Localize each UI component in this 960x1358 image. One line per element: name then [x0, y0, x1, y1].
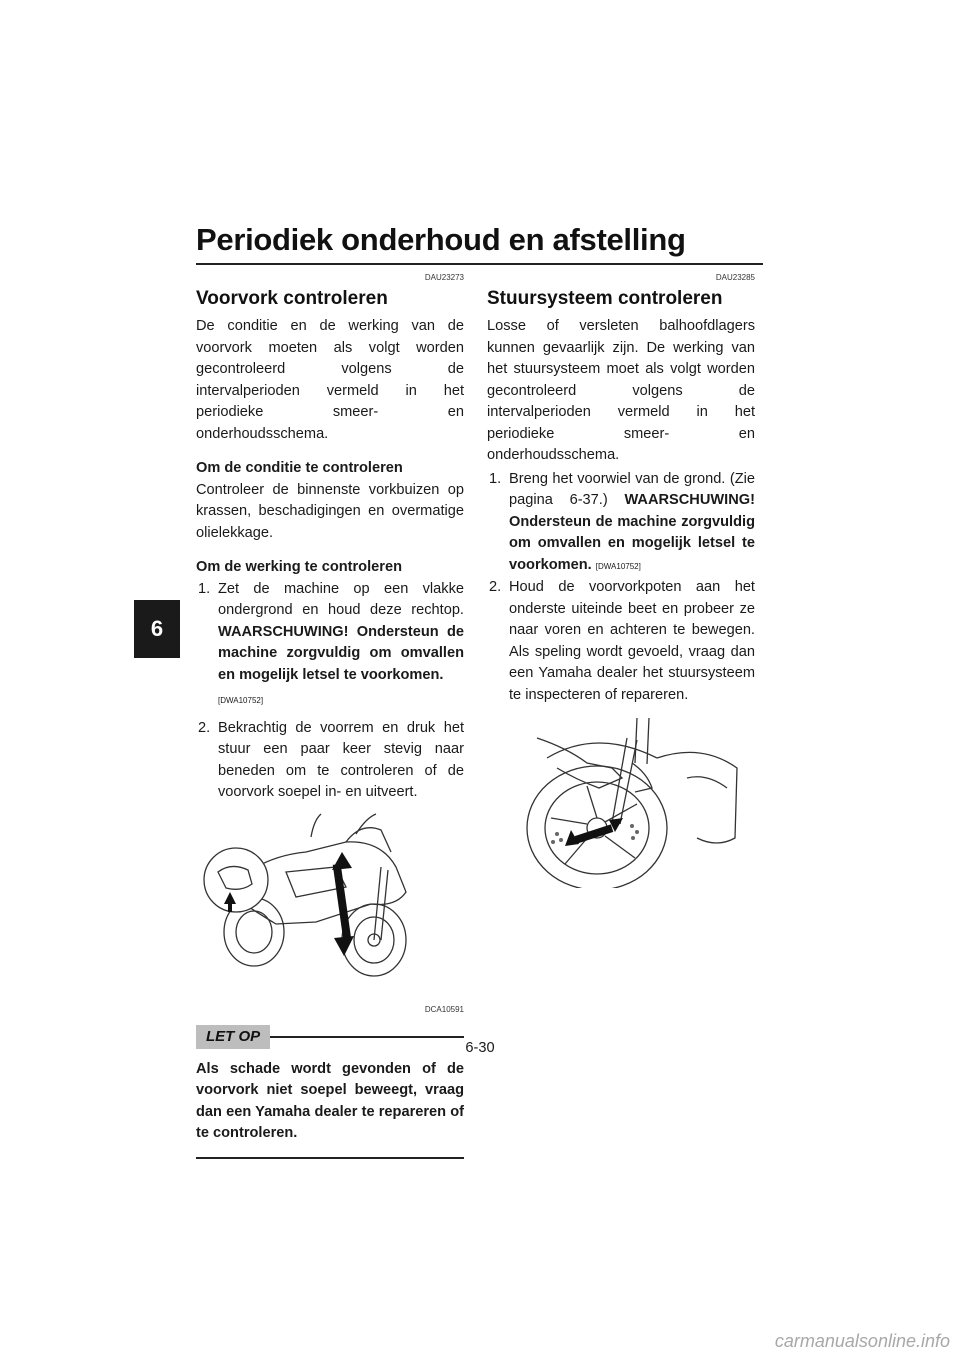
warning-ref: [DWA10752] — [218, 696, 264, 705]
warning-text: WAARSCHUWING! Ondersteun de machine zorgvuldig om omvallen en mogelijk letsel te voorkomen. — [218, 623, 464, 683]
subheading-condition: Om de conditie te controleren — [196, 460, 403, 476]
steering-steps — [487, 469, 755, 707]
step-text: Breng het voorwiel van de grond. (Zie pagina 6-37.) — [509, 470, 755, 508]
intro-paragraph: De conditie en de werking van de voorvork moeten als volgt worden gecontroleerd volgens de intervalperioden vermeld in het periodieke smeer- en onderhoudsschema. — [196, 318, 464, 442]
operation-steps — [196, 579, 464, 804]
step-text: Bekrachtig de voorrem en druk het stuur een paar keer stevig naar beneden om te controleren of de voorvork soepel in- en uitveert. — [218, 719, 464, 800]
step-number: 1. — [489, 470, 502, 487]
condition-paragraph: Controleer de binnenste vorkbuizen op krassen, beschadigingen en overmatige olielekkage. — [196, 481, 464, 541]
steering-illustration — [487, 718, 755, 888]
watermark-text: carmanualsonline.info — [774, 1331, 950, 1351]
section-title-front-fork: Voorvork controleren — [196, 288, 388, 309]
notice-label: LET OP — [196, 1025, 270, 1049]
list-item — [487, 577, 755, 706]
step-number: 2. — [198, 719, 211, 736]
left-column — [196, 272, 464, 1159]
motorcycle-illustration — [196, 812, 464, 992]
header-rule — [196, 263, 763, 265]
notice-text: Als schade wordt gevonden of de voorvork niet soepel beweegt, vraag dan een Yamaha dealer te repareren of te controleren. — [196, 1060, 464, 1141]
section-code: DAU23285 — [715, 273, 755, 282]
subheading-operation: Om de werking te controleren — [196, 559, 402, 575]
notice-header — [196, 1025, 464, 1049]
figure-motorcycle-fork — [196, 812, 464, 1021]
section-code: DAU23273 — [424, 273, 464, 282]
step-text: Zet de machine op een vlakke ondergrond en houd deze rechtop. — [218, 580, 464, 618]
figure-code: DCA10591 — [424, 1005, 464, 1014]
warning-text: WAARSCHUWING! Ondersteun de machine zorgvuldig om omvallen en mogelijk letsel te voorkomen. — [509, 492, 755, 573]
chapter-tab: 6 — [134, 600, 180, 658]
notice-end-rule — [196, 1157, 464, 1159]
list-item — [196, 579, 464, 712]
notice-rule — [270, 1036, 464, 1038]
intro-paragraph: Losse of versleten balhoofdlagers kunnen gevaarlijk zijn. De werking van het stuursysteem moet als volgt worden gecontroleerd volgens de intervalperioden vermeld in het periodieke smeer- en onderhoudsschema. — [487, 318, 755, 463]
list-item — [487, 469, 755, 578]
section-title-steering: Stuursysteem controleren — [487, 288, 723, 309]
step-number: 1. — [198, 580, 211, 597]
right-column — [487, 272, 755, 896]
step-number: 2. — [489, 579, 502, 595]
warning-ref: [DWA10752] — [595, 561, 641, 571]
step-text: Houd de voorvorkpoten aan het onderste uiteinde beet en probeer ze naar voren en achteren te bewegen. Als speling wordt gevoeld, vraag dan een Yamaha dealer het stuursysteem te inspecteren of repareren. — [509, 579, 755, 703]
page-number: 6-30 — [465, 1040, 495, 1056]
figure-steering-check — [487, 718, 755, 896]
page-header-title: Periodiek onderhoud en afstelling — [196, 222, 686, 257]
list-item — [196, 718, 464, 804]
